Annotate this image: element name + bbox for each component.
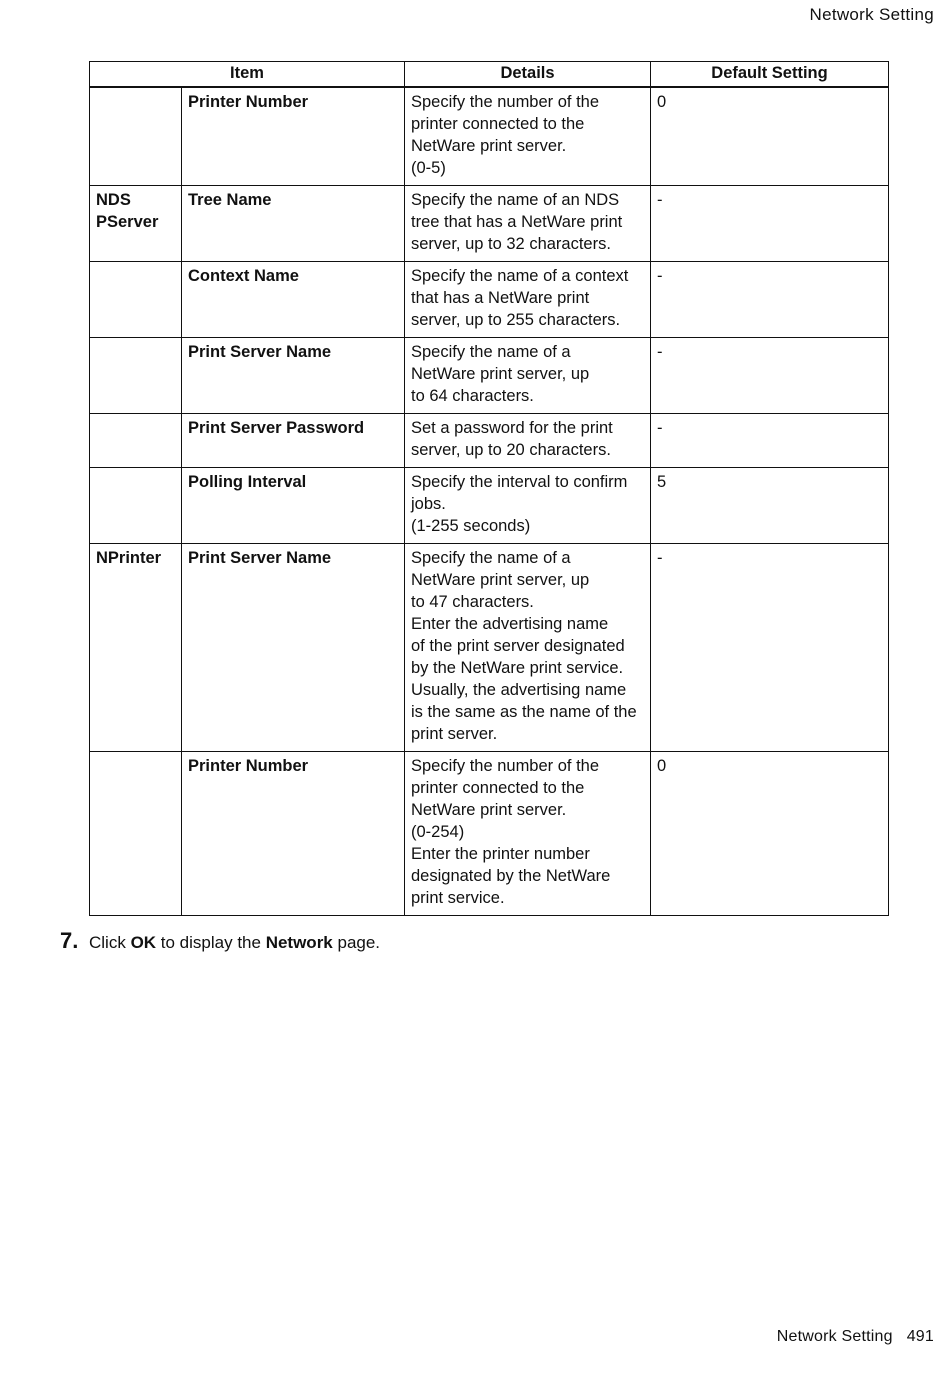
item-cell: Print Server Password (182, 414, 405, 468)
table-row (90, 468, 889, 544)
default-cell: 0 (651, 87, 889, 186)
group-cell (90, 87, 182, 186)
details-cell: Specify the name of a NetWare print server, up to 47 characters. Enter the advertising name of the print server designated by the NetWare print service. Usually, the advertising name is the same as the name of the print server. (405, 544, 651, 752)
step-text (89, 933, 380, 953)
table-row (90, 752, 889, 916)
header-default-setting: Default Setting (651, 62, 889, 88)
item-cell: Printer Number (182, 752, 405, 916)
footer-section: Network Setting (776, 1328, 893, 1345)
table-row (90, 544, 889, 752)
step-instruction (60, 928, 380, 954)
group-cell (90, 338, 182, 414)
item-cell: Tree Name (182, 186, 405, 262)
table-row (90, 262, 889, 338)
default-cell: 0 (651, 752, 889, 916)
item-cell: Print Server Name (182, 338, 405, 414)
group-cell (90, 752, 182, 916)
details-cell: Specify the interval to confirm jobs. (1-255 seconds) (405, 468, 651, 544)
step-text-after: page. (332, 933, 381, 952)
default-cell: - (651, 186, 889, 262)
table-row (90, 87, 889, 186)
table-row (90, 186, 889, 262)
details-cell: Specify the name of a NetWare print server, up to 64 characters. (405, 338, 651, 414)
group-cell: NPrinter (90, 544, 182, 752)
table-row (90, 338, 889, 414)
details-cell: Specify the number of the printer connected to the NetWare print server. (0-254) Enter the printer number designated by the NetWare print service. (405, 752, 651, 916)
step-number: 7. (60, 928, 79, 953)
default-cell: - (651, 262, 889, 338)
default-cell: - (651, 544, 889, 752)
page-footer (777, 1328, 934, 1346)
item-cell: Polling Interval (182, 468, 405, 544)
group-cell (90, 414, 182, 468)
step-text-middle: to display the (156, 933, 266, 952)
item-cell: Print Server Name (182, 544, 405, 752)
details-cell: Set a password for the print server, up to 20 characters. (405, 414, 651, 468)
details-cell: Specify the name of an NDS tree that has a NetWare print server, up to 32 characters. (405, 186, 651, 262)
step-text-before: Click (89, 933, 131, 952)
header-details: Details (405, 62, 651, 88)
table-header-row (90, 62, 889, 88)
settings-table (89, 61, 889, 916)
default-cell: 5 (651, 468, 889, 544)
ok-label: OK (130, 933, 157, 952)
group-cell (90, 468, 182, 544)
item-cell: Printer Number (182, 87, 405, 186)
default-cell: - (651, 338, 889, 414)
header-item: Item (90, 62, 405, 88)
details-cell: Specify the number of the printer connected to the NetWare print server. (0-5) (405, 87, 651, 186)
page-number: 491 (906, 1328, 934, 1345)
table-row (90, 414, 889, 468)
group-cell (90, 262, 182, 338)
page-header: Network Setting (809, 5, 934, 24)
group-cell: NDS PServer (90, 186, 182, 262)
default-cell: - (651, 414, 889, 468)
network-label: Network (265, 933, 333, 952)
item-cell: Context Name (182, 262, 405, 338)
details-cell: Specify the name of a context that has a NetWare print server, up to 255 characters. (405, 262, 651, 338)
